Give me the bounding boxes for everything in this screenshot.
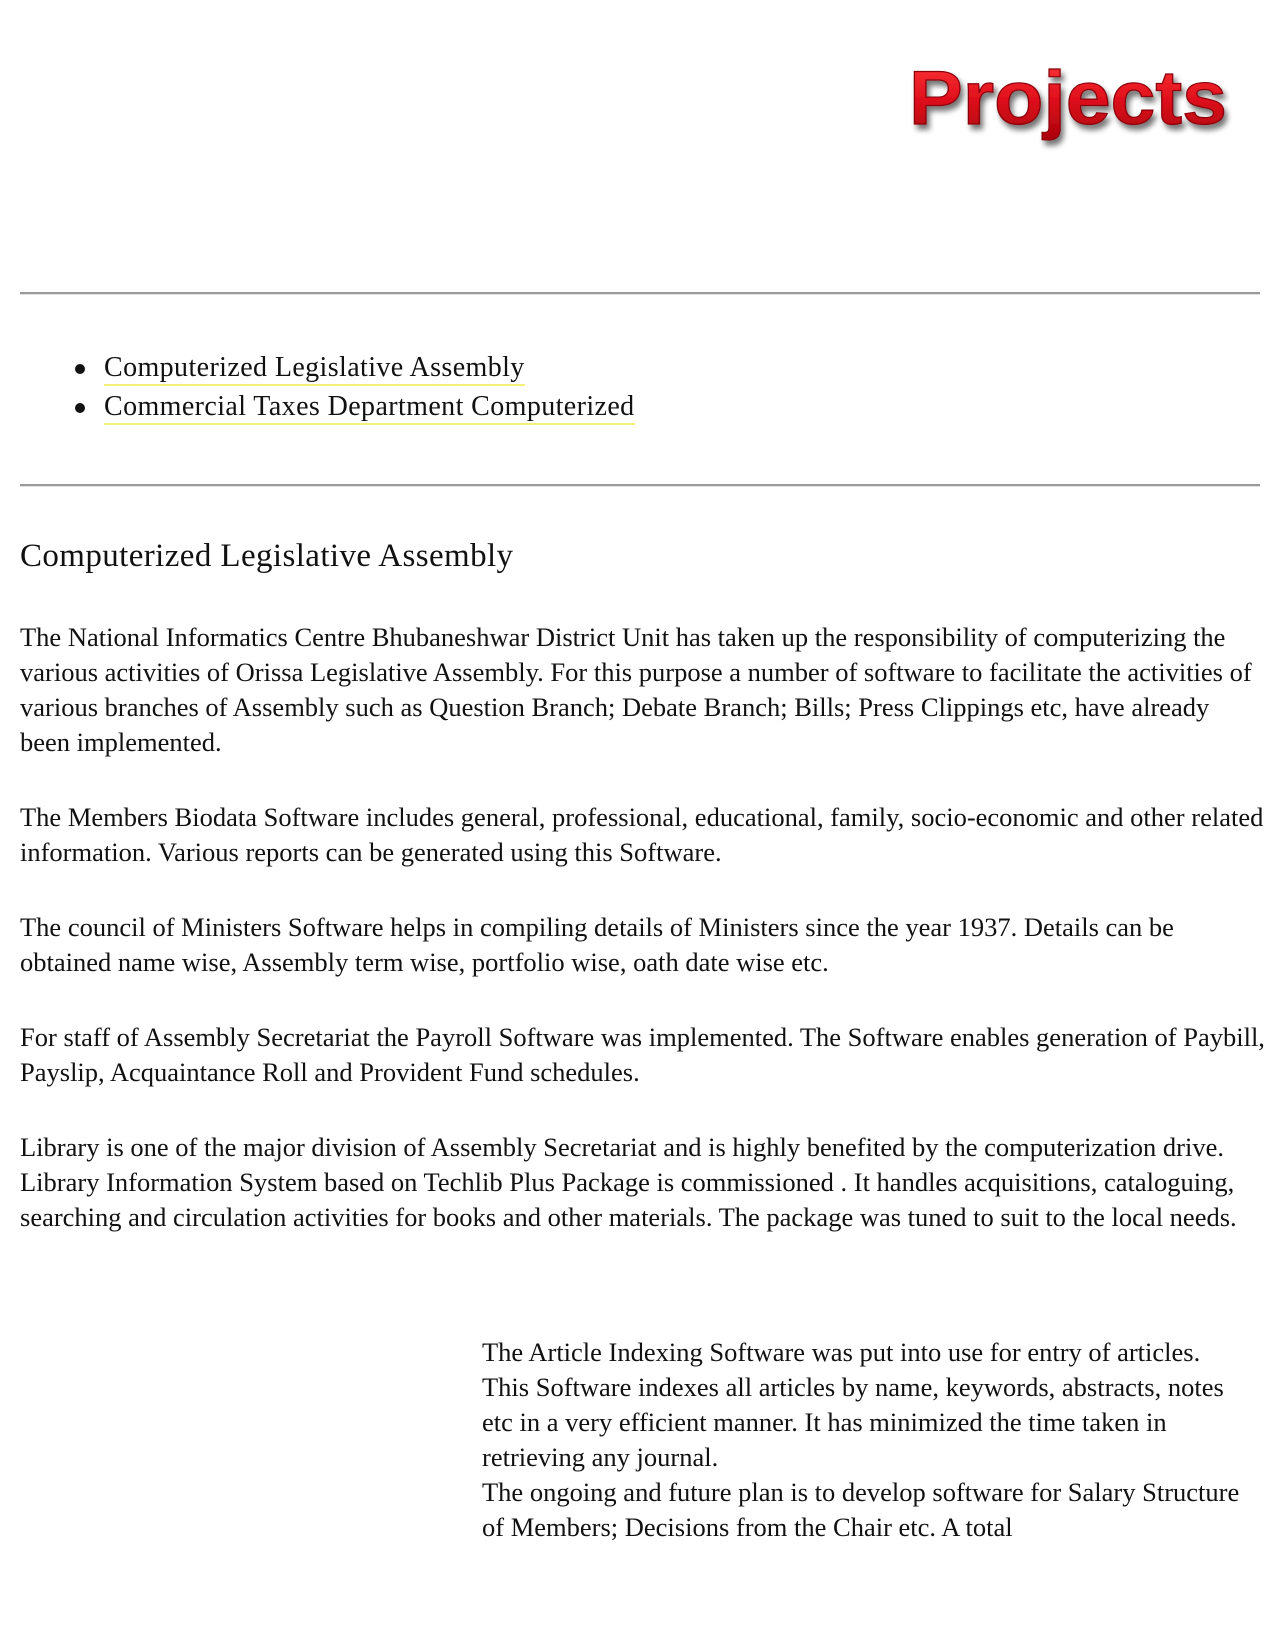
paragraph-nic-overview: The National Informatics Centre Bhubaneshwar District Unit has taken up the responsibility of computerizing the various activities of Orissa Legislative Assembly. For this purpose a number of software to facilitate the activities of various branches of Assembly such as Question Branch; Debate Branch; Bills; Press Clippings etc, have already been implemented. — [20, 622, 1252, 757]
bullet-icon — [75, 403, 85, 413]
toc-link-commercial-taxes[interactable]: Commercial Taxes Department Computerized — [104, 391, 635, 425]
horizontal-divider-middle — [20, 484, 1260, 487]
paragraph-future-plan: The ongoing and future plan is to develop software for Salary Structure of Members; Decisions from the Chair etc. A total — [482, 1477, 1240, 1542]
bullet-icon — [75, 364, 85, 374]
toc-link-legislative-assembly[interactable]: Computerized Legislative Assembly — [104, 352, 525, 386]
horizontal-divider-top — [20, 292, 1260, 295]
section-heading: Computerized Legislative Assembly — [20, 538, 514, 574]
toc-item-legislative-assembly — [72, 348, 635, 387]
logo-text: Projects — [909, 62, 1227, 141]
paragraph-article-indexing: The Article Indexing Software was put into use for entry of articles. This Software indexes all articles by name, keywords, abstracts, notes etc in a very efficient manner. It has minimized the time taken in retrieving any journal. — [482, 1337, 1224, 1472]
table-of-contents — [72, 348, 635, 426]
paragraph-members-biodata: The Members Biodata Software includes general, professional, educational, family, socio-economic and other related information. Various reports can be generated using this Software. — [20, 802, 1264, 867]
toc-item-commercial-taxes — [72, 387, 635, 426]
projects-logo — [905, 62, 1235, 162]
paragraph-payroll: For staff of Assembly Secretariat the Payroll Software was implemented. The Software enables generation of Paybill, Payslip, Acquaintance Roll and Provident Fund schedules. — [20, 1022, 1265, 1087]
paragraph-library: Library is one of the major division of Assembly Secretariat and is highly benefited by the computerization drive. Library Information System based on Techlib Plus Package is commissioned . It handles acquisitions, cataloguing, searching and circulation activities for books and other materials. The package was tuned to suit to the local needs. — [20, 1132, 1237, 1232]
article-indexing-block — [482, 1335, 1242, 1545]
paragraph-council-of-ministers: The council of Ministers Software helps in compiling details of Ministers since the year 1937. Details can be obtained name wise, Assembly term wise, portfolio wise, oath date wise etc. — [20, 912, 1174, 977]
